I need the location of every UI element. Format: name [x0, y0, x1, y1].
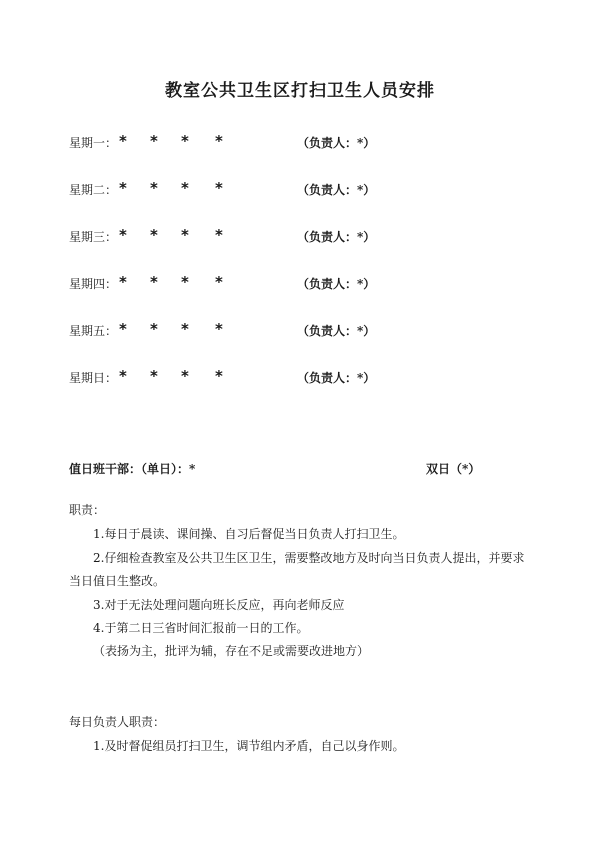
responsible-label: （负责人：*）: [297, 230, 376, 244]
schedule-row: [69, 226, 549, 246]
responsible-label: （负责人：*）: [297, 371, 376, 385]
responsible-label: （负责人：*）: [297, 324, 376, 338]
member-star: *: [150, 273, 158, 291]
responsibility-item: 2.仔细检查教室及公共卫生区卫生，需要整改地方及时向当日负责人提出，并要求: [93, 551, 525, 565]
responsible-label: （负责人：*）: [297, 136, 376, 150]
day-label: 星期日：: [69, 371, 118, 385]
schedule-row: [69, 273, 549, 293]
page-title: 教室公共卫生区打扫卫生人员安排: [165, 81, 435, 101]
day-label: 星期三：: [69, 230, 118, 244]
responsibilities-heading: 职责：: [69, 503, 106, 517]
member-star: *: [215, 179, 223, 197]
member-star: *: [119, 179, 127, 197]
daily-responsible-item: 1.及时督促组员打扫卫生，调节组内矛盾，自己以身作则。: [93, 739, 405, 753]
member-star: *: [119, 367, 127, 385]
responsible-label: （负责人：*）: [297, 183, 376, 197]
responsibility-note: （表扬为主，批评为辅，存在不足或需要改进地方）: [93, 644, 370, 658]
duty-officer-label: 值日班干部：（单日）：*: [69, 462, 196, 476]
responsibility-item: 1.每日于晨读、课间操、自习后督促当日负责人打扫卫生。: [93, 527, 405, 541]
member-star: *: [150, 226, 158, 244]
schedule-row: [69, 320, 549, 340]
member-star: *: [215, 226, 223, 244]
schedule-row: [69, 367, 549, 387]
member-star: *: [119, 226, 127, 244]
member-star: *: [181, 179, 189, 197]
member-star: *: [215, 273, 223, 291]
even-day-label: 双日（*）: [426, 462, 481, 476]
member-star: *: [215, 320, 223, 338]
daily-responsible-heading: 每日负责人职责：: [69, 715, 166, 729]
responsible-label: （负责人：*）: [297, 277, 376, 291]
member-star: *: [215, 367, 223, 385]
day-label: 星期五：: [69, 324, 118, 338]
member-star: *: [119, 273, 127, 291]
member-star: *: [150, 320, 158, 338]
member-star: *: [150, 367, 158, 385]
member-star: *: [181, 320, 189, 338]
day-label: 星期一：: [69, 136, 118, 150]
member-star: *: [119, 132, 127, 150]
member-star: *: [181, 226, 189, 244]
member-star: *: [150, 132, 158, 150]
day-label: 星期二：: [69, 183, 118, 197]
schedule-row: [69, 132, 549, 152]
schedule-row: [69, 179, 549, 199]
member-star: *: [181, 273, 189, 291]
member-star: *: [215, 132, 223, 150]
responsibility-item: 4.于第二日三省时间汇报前一日的工作。: [93, 621, 309, 635]
member-star: *: [119, 320, 127, 338]
responsibility-item: 3.对于无法处理问题向班长反应，再向老师反应: [93, 598, 345, 612]
day-label: 星期四：: [69, 277, 118, 291]
member-star: *: [181, 367, 189, 385]
responsibility-item: 当日值日生整改。: [69, 574, 166, 588]
member-star: *: [181, 132, 189, 150]
member-star: *: [150, 179, 158, 197]
